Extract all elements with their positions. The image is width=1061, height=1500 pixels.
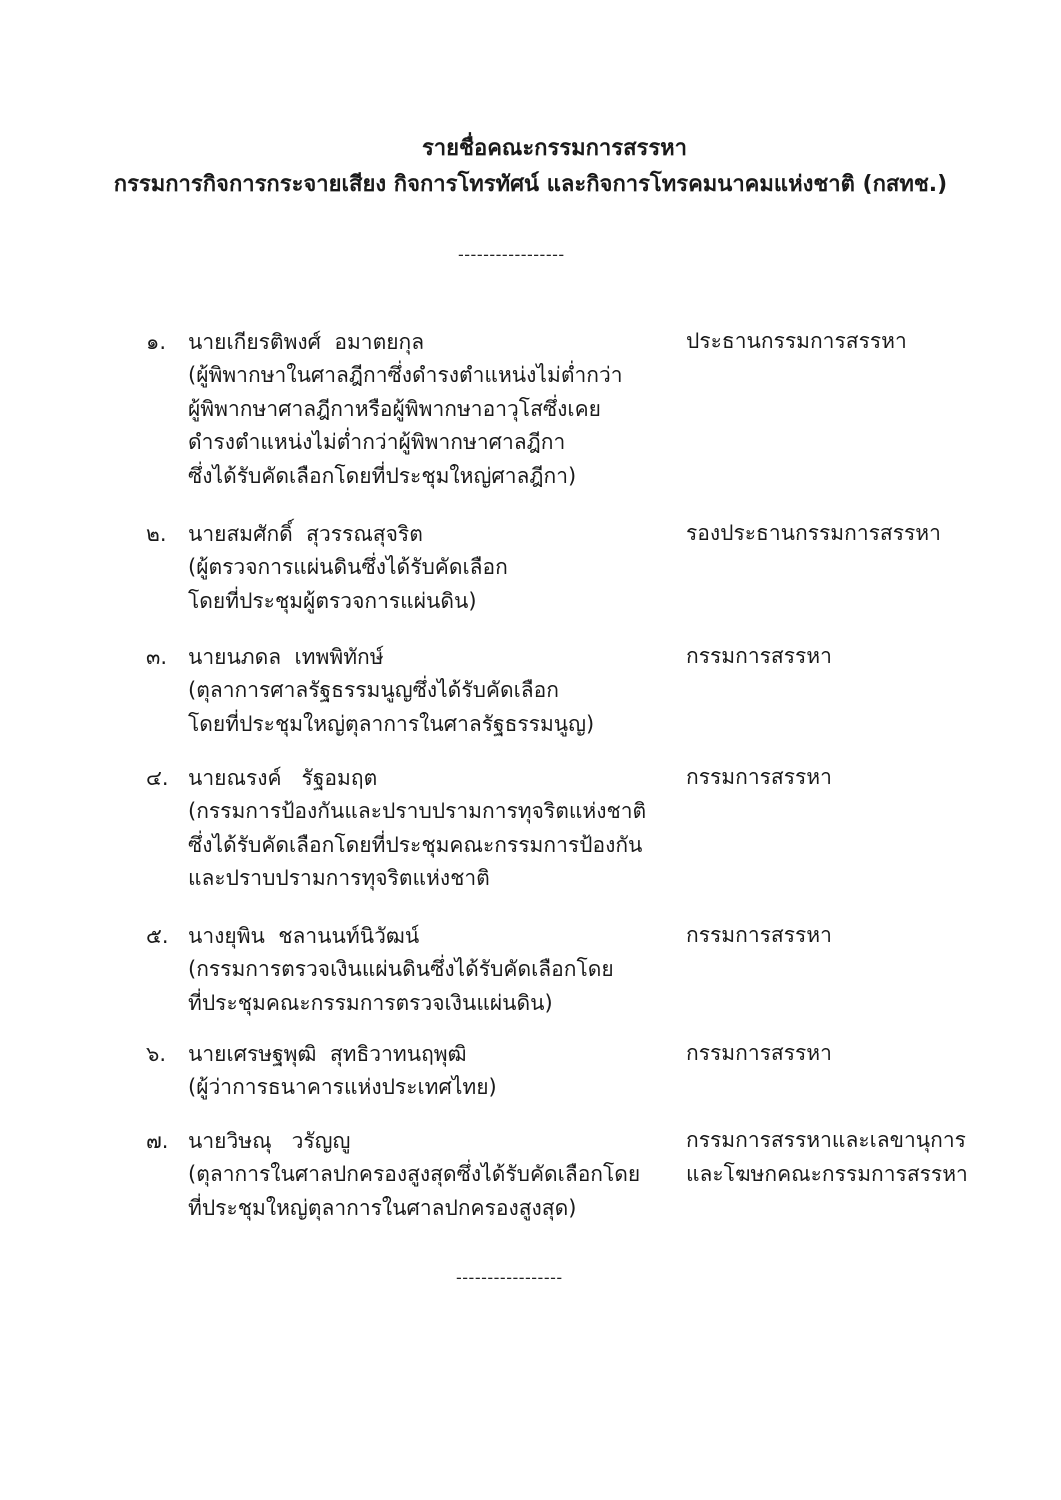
member-number: ๔. [146,766,169,790]
description-line: (ผู้ว่าการธนาคารแห่งประเทศไทย) [188,1075,497,1099]
role-line: กรรมการสรรหา [686,765,832,789]
top-divider: ----------------- [458,245,565,264]
description-line: โดยที่ประชุมผู้ตรวจการแผ่นดิน) [188,588,477,613]
member-number: ๒. [146,522,167,546]
description-line: (ตุลาการในศาลปกครองสูงสุดซึ่งได้รับคัดเลือกโดย [188,1162,641,1186]
member-name: นายสมศักดิ์ สุวรรณสุจริต [188,522,423,546]
member-name: นางยุพิน ชลานนท์นิวัฒน์ [188,924,420,948]
role-line: กรรมการสรรหา [686,1041,832,1065]
member-number: ๓. [146,645,168,669]
description-line: ซึ่งได้รับคัดเลือกโดยที่ประชุมใหญ่ศาลฎีกา) [188,463,577,488]
role-line: รองประธานกรรมการสรรหา [686,521,941,545]
title-block [0,132,1061,202]
member-name: นายเกียรติพงศ์ อมาตยกุล [188,330,425,354]
member-role [686,325,986,359]
description-line: ซึ่งได้รับคัดเลือกโดยที่ประชุมคณะกรรมการป้องกัน [188,832,643,857]
role-line: กรรมการสรรหา [686,923,832,947]
member-description [188,953,658,1020]
member-number: ๖. [146,1042,167,1066]
member-role [686,919,986,953]
member-description [188,551,658,618]
role-line: และโฆษกคณะกรรมการสรรหา [686,1161,968,1186]
member-number: ๕. [146,924,169,948]
member-description [188,359,658,493]
member-description [188,1071,658,1105]
description-line: ที่ประชุมใหญ่ตุลาการในศาลปกครองสูงสุด) [188,1195,577,1220]
bottom-divider: ----------------- [456,1268,563,1287]
description-line: (ผู้ตรวจการแผ่นดินซึ่งได้รับคัดเลือก [188,555,508,579]
member-role [686,1124,986,1191]
description-line: ผู้พิพากษาศาลฎีกาหรือผู้พิพากษาอาวุโสซึ่งเคย [188,396,601,421]
member-role [686,517,986,551]
member-name: นายนภดล เทพพิทักษ์ [188,645,384,669]
description-line: ที่ประชุมคณะกรรมการตรวจเงินแผ่นดิน) [188,990,553,1015]
role-line: ประธานกรรมการสรรหา [686,329,907,353]
member-number: ๗. [146,1129,169,1153]
member-description [188,674,658,741]
member-role [686,1037,986,1071]
member-name: นายเศรษฐพุฒิ สุทธิวาทนฤพุฒิ [188,1042,467,1066]
page-title: รายชื่อคณะกรรมการสรรหา [421,136,687,161]
page-subtitle: กรรมการกิจการกระจายเสียง กิจการโทรทัศน์ และกิจการโทรคมนาคมแห่งชาติ (กสทช.) [113,172,948,197]
role-line: กรรมการสรรหาและเลขานุการ [686,1128,966,1152]
description-line: (ตุลาการศาลรัฐธรรมนูญซึ่งได้รับคัดเลือก [188,678,559,702]
member-name: นายวิษณุ วรัญญู [188,1129,351,1153]
member-role [686,761,986,795]
description-line: โดยที่ประชุมใหญ่ตุลาการในศาลรัฐธรรมนูญ) [188,711,595,736]
member-name: นายณรงค์ รัฐอมฤต [188,766,378,790]
description-line: ดำรงตำแหน่งไม่ต่ำกว่าผู้พิพากษาศาลฎีกา [188,430,566,454]
member-role [686,640,986,674]
member-description [188,1158,658,1225]
description-line: (กรรมการป้องกันและปราบปรามการทุจริตแห่งชาติ [188,799,647,823]
role-line: กรรมการสรรหา [686,644,832,668]
description-line: และปราบปรามการทุจริตแห่งชาติ [188,866,490,890]
description-line: (กรรมการตรวจเงินแผ่นดินซึ่งได้รับคัดเลือกโดย [188,957,614,981]
member-description [188,795,658,896]
member-number: ๑. [146,330,167,354]
description-line: (ผู้พิพากษาในศาลฎีกาซึ่งดำรงตำแหน่งไม่ต่ำกว่า [188,363,623,387]
